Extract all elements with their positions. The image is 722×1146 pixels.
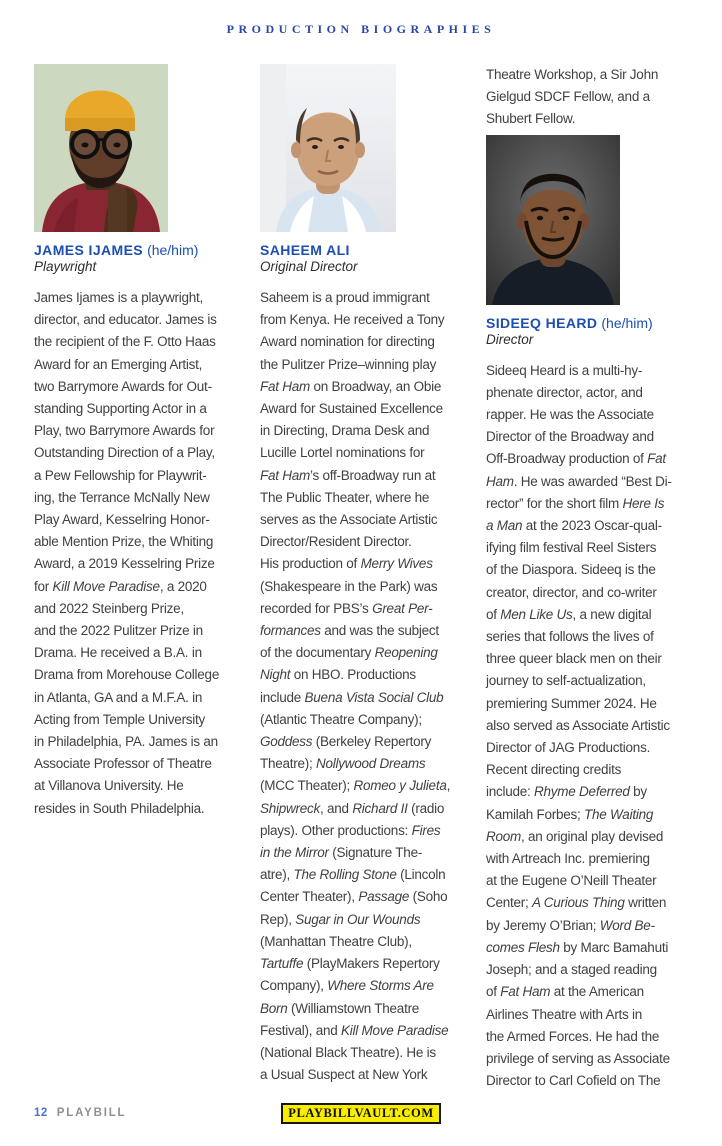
bio-line: recorded for PBS’s Great Per- bbox=[260, 600, 433, 616]
bio-line: Director to Carl Cofield on The bbox=[486, 1073, 661, 1089]
bio-line: The Public Theater, where he bbox=[260, 489, 430, 505]
bio-continuation-text bbox=[486, 64, 686, 131]
headshot-photo-sideeq-heard bbox=[486, 135, 620, 305]
bio-line: formances and was the subject bbox=[260, 623, 439, 639]
person-name: JAMES IJAMES bbox=[34, 242, 144, 258]
bio-line: include: Rhyme Deferred by bbox=[486, 784, 647, 800]
bio-line: Shubert Fellow. bbox=[486, 111, 576, 127]
bio-line: (MCC Theater); Romeo y Julieta, bbox=[260, 778, 451, 794]
bio-line: Director/Resident Director. bbox=[260, 534, 412, 550]
bio-line: include Buena Vista Social Club bbox=[260, 689, 444, 705]
page-title: PRODUCTION BIOGRAPHIES bbox=[226, 22, 496, 36]
bio-line: Play, two Barrymore Awards for bbox=[34, 423, 215, 439]
bio-columns bbox=[34, 64, 686, 1092]
bio-line: Saheem is a proud immigrant bbox=[260, 290, 430, 305]
bio-line: and 2022 Steinberg Prize, bbox=[34, 600, 184, 616]
bio-line: Associate Professor of Theatre bbox=[34, 756, 212, 772]
playbillvault-badge: PLAYBILLVAULT.COM bbox=[281, 1103, 441, 1124]
bio-line: Airlines Theatre with Arts in bbox=[486, 1006, 643, 1022]
bio-line: at Villanova University. He bbox=[34, 778, 184, 794]
bio-line: a Man at the 2023 Oscar-qual- bbox=[486, 518, 662, 534]
bio-line: (Shakespeare in the Park) was bbox=[260, 578, 438, 594]
bio-line: (Manhattan Theatre Club), bbox=[260, 933, 412, 949]
bio-line: Goddess (Berkeley Repertory bbox=[260, 734, 432, 750]
bio-text bbox=[260, 287, 460, 1086]
bio-line: resides in South Philadelphia. bbox=[34, 800, 205, 816]
person-role: Director bbox=[486, 331, 534, 347]
bio-line: Outstanding Direction of a Play, bbox=[34, 445, 215, 461]
person-role: Playwright bbox=[34, 259, 97, 274]
bio-line: atre), The Rolling Stone (Lincoln bbox=[260, 867, 446, 883]
bio-text bbox=[34, 287, 234, 820]
headshot-sideeq-heard bbox=[486, 135, 686, 305]
bio-line: of the Diaspora. Sideeq is the bbox=[486, 562, 656, 578]
headshot-saheem-ali bbox=[260, 64, 460, 232]
bio-line: Director of JAG Productions. bbox=[486, 740, 651, 756]
person-pronouns: (he/him) bbox=[601, 314, 653, 331]
bio-line: standing Supporting Actor in a bbox=[34, 401, 207, 417]
bio-line: Play Award, Kesselring Honor- bbox=[34, 512, 210, 528]
bio-line: (Atlantic Theatre Company); bbox=[260, 711, 422, 727]
bio-line: Company), Where Storms Are bbox=[260, 978, 434, 994]
bio-line: (National Black Theatre). He is bbox=[260, 1044, 436, 1060]
bio-line: Festival), and Kill Move Paradise bbox=[260, 1022, 449, 1038]
bio-line: director, and educator. James is bbox=[34, 312, 217, 328]
headshot-james-ijames bbox=[34, 64, 234, 232]
bio-line: Kamilah Forbes; The Waiting bbox=[486, 806, 654, 822]
bio-line: able Mention Prize, the Whiting bbox=[34, 534, 214, 550]
bio-line: Rep), Sugar in Our Wounds bbox=[260, 911, 421, 927]
bio-line: journey to self-actualization, bbox=[486, 673, 646, 689]
bio-line: rector” for the short film Here Is bbox=[486, 495, 665, 511]
bio-line: Award for an Emerging Artist, bbox=[34, 356, 203, 372]
person-name-row bbox=[34, 242, 234, 258]
bio-line: in Philadelphia, PA. James is an bbox=[34, 734, 218, 750]
bio-line: phenate director, actor, and bbox=[486, 384, 643, 400]
bio-line: Off-Broadway production of Fat bbox=[486, 451, 666, 467]
bio-line: Theatre); Nollywood Dreams bbox=[260, 756, 426, 772]
bio-column-sideeq-heard bbox=[486, 64, 686, 1092]
bio-line: Ham. He was awarded “Best Di- bbox=[486, 473, 672, 489]
person-name-row bbox=[486, 315, 686, 331]
bio-line: in Directing, Drama Desk and bbox=[260, 423, 430, 439]
bio-line: Sideeq Heard is a multi-hy- bbox=[486, 362, 643, 378]
bio-line: comes Flesh by Marc Bamahuti bbox=[486, 939, 669, 955]
bio-line: of Fat Ham at the American bbox=[486, 984, 644, 1000]
bio-line: Acting from Temple University bbox=[34, 711, 206, 727]
bio-line: plays). Other productions: Fires bbox=[260, 822, 441, 838]
bio-column-saheem-ali bbox=[260, 64, 460, 1092]
bio-line: rapper. He was the Associate bbox=[486, 407, 654, 423]
brand-wordmark: PLAYBILL bbox=[56, 1107, 127, 1119]
bio-line: the Pulitzer Prize–winning play bbox=[260, 356, 437, 372]
bio-line: Shipwreck, and Richard II (radio bbox=[260, 800, 445, 816]
bio-line: the Armed Forces. He had the bbox=[486, 1028, 660, 1044]
bio-line: Center Theater), Passage (Soho bbox=[260, 889, 448, 905]
bio-line: of Men Like Us, a new digital bbox=[486, 606, 652, 622]
person-pronouns: (he/him) bbox=[147, 242, 199, 258]
bio-line: Drama from Morehouse College bbox=[34, 667, 220, 683]
bio-line: Award nomination for directing bbox=[260, 334, 435, 350]
bio-line: also served as Associate Artistic bbox=[486, 717, 670, 733]
bio-line: His production of Merry Wives bbox=[260, 556, 433, 572]
bio-line: Born (Williamstown Theatre bbox=[260, 1000, 420, 1016]
bio-line: Award, a 2019 Kesselring Prize bbox=[34, 556, 215, 572]
bio-line: serves as the Associate Artistic bbox=[260, 512, 438, 528]
bio-line: Gielgud SDCF Fellow, and a bbox=[486, 89, 650, 105]
bio-line: Recent directing credits bbox=[486, 762, 622, 778]
bio-line: creator, director, and co-writer bbox=[486, 584, 657, 600]
person-name-row bbox=[260, 242, 460, 258]
bio-line: Fat Ham’s off-Broadway run at bbox=[260, 467, 436, 483]
bio-line: ing, the Terrance McNally New bbox=[34, 489, 210, 505]
bio-column-james-ijames bbox=[34, 64, 234, 1092]
bio-line: a Pew Fellowship for Playwrit- bbox=[34, 467, 207, 483]
bio-line: Drama. He received a B.A. in bbox=[34, 645, 202, 661]
bio-line: Fat Ham on Broadway, an Obie bbox=[260, 378, 442, 394]
bio-line: Lucille Lortel nominations for bbox=[260, 445, 425, 461]
bio-line: series that follows the lives of bbox=[486, 629, 654, 645]
bio-line: privilege of serving as Associate bbox=[486, 1050, 670, 1066]
bio-line: Joseph; and a staged reading bbox=[486, 962, 657, 978]
bio-line: and the 2022 Pulitzer Prize in bbox=[34, 623, 203, 639]
bio-line: Director of the Broadway and bbox=[486, 429, 654, 445]
bio-line: ifying film festival Reel Sisters bbox=[486, 540, 657, 556]
person-name: SAHEEM ALI bbox=[260, 242, 350, 258]
bio-line: the recipient of the F. Otto Haas bbox=[34, 334, 216, 350]
bio-line: Theatre Workshop, a Sir John bbox=[486, 67, 659, 82]
bio-line: at the Eugene O’Neill Theater bbox=[486, 873, 657, 889]
bio-line: in Atlanta, GA and a M.F.A. in bbox=[34, 689, 203, 705]
bio-line: a Usual Suspect at New York bbox=[260, 1067, 428, 1083]
bio-line: Room, an original play devised bbox=[486, 828, 664, 844]
person-name: SIDEEQ HEARD bbox=[486, 314, 598, 331]
headshot-photo-saheem-ali bbox=[260, 64, 396, 232]
bio-line: for Kill Move Paradise, a 2020 bbox=[34, 578, 207, 594]
footer-left bbox=[34, 1107, 126, 1119]
bio-line: Center; A Curious Thing written bbox=[486, 895, 667, 911]
bio-line: James Ijames is a playwright, bbox=[34, 290, 204, 305]
bio-line: Award for Sustained Excellence bbox=[260, 401, 443, 417]
person-role: Original Director bbox=[260, 259, 358, 274]
bio-line: with Artreach Inc. premiering bbox=[486, 851, 650, 867]
headshot-photo-james-ijames bbox=[34, 64, 168, 232]
bio-line: by Jeremy O’Brian; Word Be- bbox=[486, 917, 655, 933]
bio-line: Night on HBO. Productions bbox=[260, 667, 416, 683]
bio-line: two Barrymore Awards for Out- bbox=[34, 378, 212, 394]
bio-text bbox=[486, 360, 686, 1093]
bio-line: in the Mirror (Signature The- bbox=[260, 845, 423, 861]
bio-line: from Kenya. He received a Tony bbox=[260, 312, 445, 328]
bio-line: Tartuffe (PlayMakers Repertory bbox=[260, 956, 440, 972]
bio-line: three queer black men on their bbox=[486, 651, 662, 667]
bio-line: premiering Summer 2024. He bbox=[486, 695, 657, 711]
bio-line: of the documentary Reopening bbox=[260, 645, 438, 661]
page-number: 12 bbox=[34, 1107, 48, 1119]
